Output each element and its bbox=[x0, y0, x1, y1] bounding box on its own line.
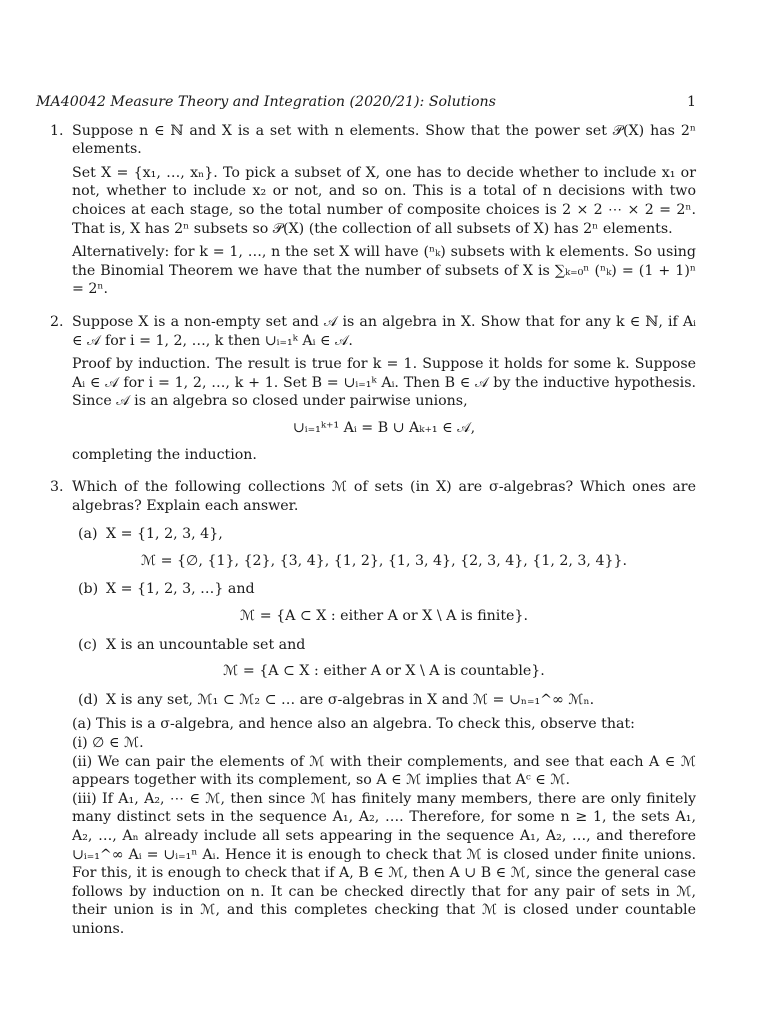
subpart-c bbox=[78, 636, 696, 655]
document-title: MA40042 Measure Theory and Integration (2020/21): Solutions bbox=[36, 94, 496, 110]
subpart-label: (a) bbox=[78, 526, 98, 543]
answer-paragraph: Alternatively: for k = 1, …, n the set X will have (ⁿₖ) subsets with k elements. So using the Binomial Theorem we have that the number of subsets of X is ∑ₖ₌₀ⁿ (ⁿₖ) = (1 + 1)ⁿ = 2ⁿ. bbox=[72, 244, 696, 298]
subpart-b bbox=[78, 580, 696, 599]
display-equation: ℳ = {A ⊂ X : either A or X \ A is finite}. bbox=[240, 608, 528, 625]
answer-paragraph: completing the induction. bbox=[72, 446, 257, 463]
display-equation: ∪ᵢ₌₁ᵏ⁺¹ Aᵢ = B ∪ Aₖ₊₁ ∈ 𝒜, bbox=[292, 419, 476, 436]
subpart-text: X = {1, 2, 3, 4}, bbox=[106, 526, 223, 543]
question-text: Suppose n ∈ ℕ and X is a set with n elements. Show that the power set 𝒫(X) has 2ⁿ elements. bbox=[72, 122, 696, 158]
question-3 bbox=[36, 478, 696, 938]
subpart-label: (b) bbox=[78, 581, 99, 598]
subpart-text: X is any set, ℳ₁ ⊂ ℳ₂ ⊂ … are σ-algebras in X and ℳ = ∪ₙ₌₁^∞ ℳₙ. bbox=[106, 691, 595, 708]
question-text: Which of the following collections ℳ of sets (in X) are σ-algebras? Which ones are algebras? Explain each answer. bbox=[72, 479, 696, 514]
solution-block bbox=[72, 715, 696, 938]
solution-line: (ii) We can pair the elements of ℳ with their complements, and see that each A ∈ ℳ appears together with its complement, so A ∈ ℳ implies that Aᶜ ∈ ℳ. bbox=[72, 753, 696, 789]
subpart-label: (c) bbox=[78, 636, 98, 653]
question-text: Suppose X is a non-empty set and 𝒜 is an algebra in X. Show that for any k ∈ ℕ, if Aᵢ ∈ 𝒜 for i = 1, 2, …, k then ∪ᵢ₌₁ᵏ Aᵢ ∈ 𝒜. bbox=[72, 313, 696, 349]
question-2 bbox=[36, 313, 696, 464]
question-1 bbox=[36, 122, 696, 299]
question-number: 3. bbox=[50, 479, 64, 496]
question-number: 1. bbox=[50, 122, 64, 139]
solution-line: (a) This is a σ-algebra, and hence also an algebra. To check this, observe that: bbox=[72, 716, 635, 733]
page-header bbox=[36, 93, 696, 112]
subpart-text: X is an uncountable set and bbox=[106, 636, 306, 653]
solution-line: (i) ∅ ∈ ℳ. bbox=[72, 735, 144, 752]
display-equation: ℳ = {A ⊂ X : either A or X \ A is countable}. bbox=[223, 663, 545, 680]
display-equation: ℳ = {∅, {1}, {2}, {3, 4}, {1, 2}, {1, 3, 4}, {2, 3, 4}, {1, 2, 3, 4}}. bbox=[140, 552, 628, 569]
subpart-d bbox=[78, 691, 696, 710]
page-number: 1 bbox=[686, 94, 696, 110]
subpart-label: (d) bbox=[78, 691, 99, 708]
subpart-a bbox=[78, 525, 696, 544]
subpart-text: X = {1, 2, 3, …} and bbox=[106, 581, 255, 598]
document-page bbox=[36, 93, 696, 953]
answer-paragraph: Set X = {x₁, …, xₙ}. To pick a subset of X, one has to decide whether to include x₁ or not, whether to include x₂ or not, and so on. This is a total of n decisions with two choices at each stage, so the total number of composite choices is 2 × 2 ⋯ × 2 = 2ⁿ. That is, X has 2ⁿ subsets so 𝒫(X) (the collection of all subsets of X) has 2ⁿ elements. bbox=[72, 164, 696, 237]
solution-line: (iii) If A₁, A₂, ⋯ ∈ ℳ, then since ℳ has finitely many members, there are only finitely many distinct sets in the sequence A₁, A₂, …. Therefore, for some n ≥ 1, the sets A₁, A₂, …, Aₙ already include all sets appearing in the sequence A₁, A₂, …, and therefore ∪ᵢ₌₁^∞ Aᵢ = ∪ᵢ₌₁ⁿ Aᵢ. Hence it is enough to check that ℳ is closed under finite unions. For this, it is enough to check that if A, B ∈ ℳ, then A ∪ B ∈ ℳ, since the general case follows by induction on n. It can be checked directly that for any pair of sets in ℳ, their union is in ℳ, and this completes checking that ℳ is closed under countable unions. bbox=[72, 790, 696, 937]
question-number: 2. bbox=[50, 313, 64, 330]
answer-paragraph: Proof by induction. The result is true for k = 1. Suppose it holds for some k. Suppose Aᵢ ∈ 𝒜 for i = 1, 2, …, k + 1. Set B = ∪ᵢ₌₁ᵏ Aᵢ. Then B ∈ 𝒜 by the inductive hypothesis. Since 𝒜 is an algebra so closed under pairwise unions, bbox=[72, 356, 696, 410]
